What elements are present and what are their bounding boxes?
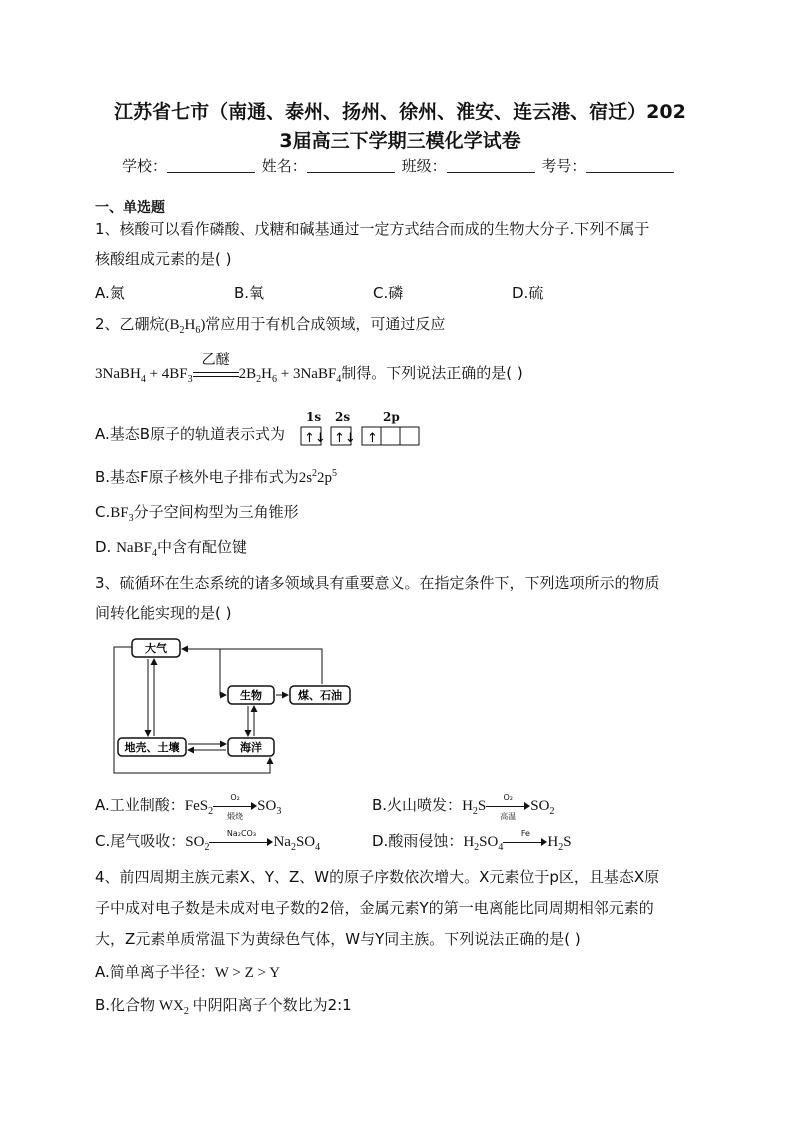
school-blank[interactable] <box>167 158 255 173</box>
q3-b-cond-bottom: 高温 <box>500 811 517 821</box>
q3-stem-line2: 间转化能实现的是( ) <box>95 604 232 622</box>
q2-option-c[interactable] <box>95 501 299 524</box>
q2-option-c-prefix: C. <box>95 503 111 521</box>
q3-c-reactant: $SO_2$ <box>185 834 210 853</box>
q4-compound: $WX_2$ <box>155 998 189 1017</box>
up-down-arrow-icon: ↑↓ <box>334 431 356 446</box>
exam-title-line2: 3届高三下学期三模化学试卷 <box>279 130 521 152</box>
exam-title-line1: 江苏省七市（南通、泰州、扬州、徐州、淮安、连云港、宿迁）202 <box>114 101 686 123</box>
orbital-label-2p: 2p <box>383 410 400 424</box>
q3-d-product: $H_2S$ <box>547 834 572 853</box>
q4-stem-line1: 4、前四周期主族元素X、Y、Z、W的原子序数依次增大。X元素位于p区，且基态X原 <box>95 868 660 886</box>
q4-option-a-label: A.简单离子半径： <box>95 963 215 981</box>
q2-option-b[interactable] <box>95 466 337 487</box>
q1-option-b[interactable]: B.氧 <box>234 284 265 302</box>
q4-stem-line2: 子中成对电子数是未成对电子数的2倍，金属元素Y的第一电离能比同周期相邻元素的 <box>95 899 654 917</box>
q4-option-b-label: B.化合物 <box>95 996 156 1014</box>
q3-option-d-label: D.酸雨侵蚀： <box>372 832 464 850</box>
up-arrow-icon: ↑ <box>367 431 378 446</box>
number-label: 考号： <box>541 157 587 175</box>
q3-a-reactant: FeS$_2$ <box>184 798 214 817</box>
q3-option-a-label: A.工业制酸： <box>95 796 185 814</box>
node-ocean-label: 海洋 <box>240 741 262 754</box>
q1-option-a[interactable]: A.氮 <box>95 284 125 302</box>
q4-option-a[interactable] <box>95 961 280 982</box>
q2-eq-condition: 乙醚 <box>201 351 230 368</box>
q3-d-cond-top: Fe <box>520 828 530 838</box>
q3-c-cond-top: Na₂CO₃ <box>226 828 257 838</box>
q2-stem-part2: 常应用于有机合成领域，可通过反应 <box>205 315 446 333</box>
orbital-boxes <box>300 426 424 448</box>
reaction-arrow <box>503 828 547 849</box>
q3-option-c-label: C.尾气吸收： <box>95 832 186 850</box>
q3-a-cond-bottom: 煅烧 <box>227 811 244 821</box>
node-organisms-label: 生物 <box>240 689 262 702</box>
q3-a-cond-top: O₂ <box>230 792 240 802</box>
section-heading: 一、单选题 <box>95 200 165 216</box>
school-label: 学校： <box>122 157 168 175</box>
q2-f-config: $2s^22p^5$ <box>298 468 338 486</box>
q2-option-d[interactable] <box>95 536 247 559</box>
orbital-label-2s: 2s <box>335 410 351 424</box>
q1-stem-line2: 核酸组成元素的是( ) <box>95 250 232 268</box>
q2-option-a[interactable]: A.基态B原子的轨道表示式为 <box>95 425 286 443</box>
q3-stem-line1: 3、硫循环在生态系统的诸多领域具有重要意义。在指定条件下，下列选项所示的物质 <box>95 574 660 592</box>
q1-option-d[interactable]: D.硫 <box>512 284 544 302</box>
node-atmosphere-label: 大气 <box>145 642 167 655</box>
sulfur-cycle-diagram <box>110 635 370 780</box>
q2-stem-part1: 2、乙硼烷 <box>95 315 165 333</box>
q2-option-c-text: 分子空间构型为三角锥形 <box>133 503 299 521</box>
q3-option-b-label: B.火山喷发： <box>372 796 463 814</box>
q2-option-d-prefix: D. <box>95 538 117 556</box>
student-info-row <box>120 155 674 176</box>
q3-option-b[interactable] <box>372 792 555 821</box>
reaction-arrow <box>486 792 530 821</box>
class-label: 班级： <box>401 157 447 175</box>
node-coal-oil-label: 煤、石油 <box>298 689 342 702</box>
up-down-arrow-icon: ↑↓ <box>304 431 326 446</box>
node-crust-soil-label: 地壳、土壤 <box>124 741 180 754</box>
q3-option-d[interactable] <box>372 830 572 853</box>
q4-option-b-text: 中阴阳离子个数比为2:1 <box>192 996 352 1014</box>
q1-stem-line1: 1、核酸可以看作磷酸、戊糖和碱基通过一定方式结合而成的生物大分子.下列不属于 <box>95 220 650 238</box>
q2-stem-tail: 制得。下列说法正确的是( ) <box>341 364 523 382</box>
q2-option-b-text: B.基态F原子核外电子排布式为 <box>95 468 299 486</box>
q2-equilibrium-sign <box>193 351 239 381</box>
q2-equation-line <box>95 351 523 385</box>
q3-b-reactant: $H_2S$ <box>462 798 487 817</box>
q2-reactants: 3NaBH$_4$ + $4BF_3$ <box>95 366 193 385</box>
q3-b-cond-top: O₂ <box>503 792 513 802</box>
q3-a-product: $SO_3$ <box>257 798 282 817</box>
q3-b-product: $SO_2$ <box>530 798 555 817</box>
q1-option-c[interactable]: C.磷 <box>373 284 404 302</box>
q4-option-a-expr: W > Z > Y <box>214 965 281 981</box>
q3-d-reactant: $H_2SO_4$ <box>463 834 504 853</box>
q2-bf3: $BF_3$ <box>110 505 134 524</box>
q2-formula-b2h6: $(B_2H_6)$ <box>164 317 206 336</box>
q2-products: $2B_2H_6$ + 3NaBF$_4$ <box>238 366 342 385</box>
q2-nabf4: NaBF$_4$ <box>116 540 157 559</box>
class-blank[interactable] <box>447 158 535 173</box>
q3-c-product: $Na_2SO_4$ <box>273 834 321 853</box>
name-label: 姓名： <box>261 157 307 175</box>
number-blank[interactable] <box>586 158 674 173</box>
q2-stem-line1 <box>95 313 445 336</box>
name-blank[interactable] <box>307 158 395 173</box>
q3-option-c[interactable] <box>95 830 320 853</box>
reaction-arrow <box>209 828 273 849</box>
reaction-arrow <box>213 792 257 821</box>
orbital-label-1s: 1s <box>306 410 322 424</box>
q2-option-d-text: 中含有配位键 <box>156 538 247 556</box>
q4-option-b[interactable] <box>95 994 352 1017</box>
q4-stem-line3: 大，Z元素单质常温下为黄绿色气体，W与Y同主族。下列说法正确的是( ) <box>95 930 581 948</box>
q3-option-a[interactable] <box>95 792 282 821</box>
